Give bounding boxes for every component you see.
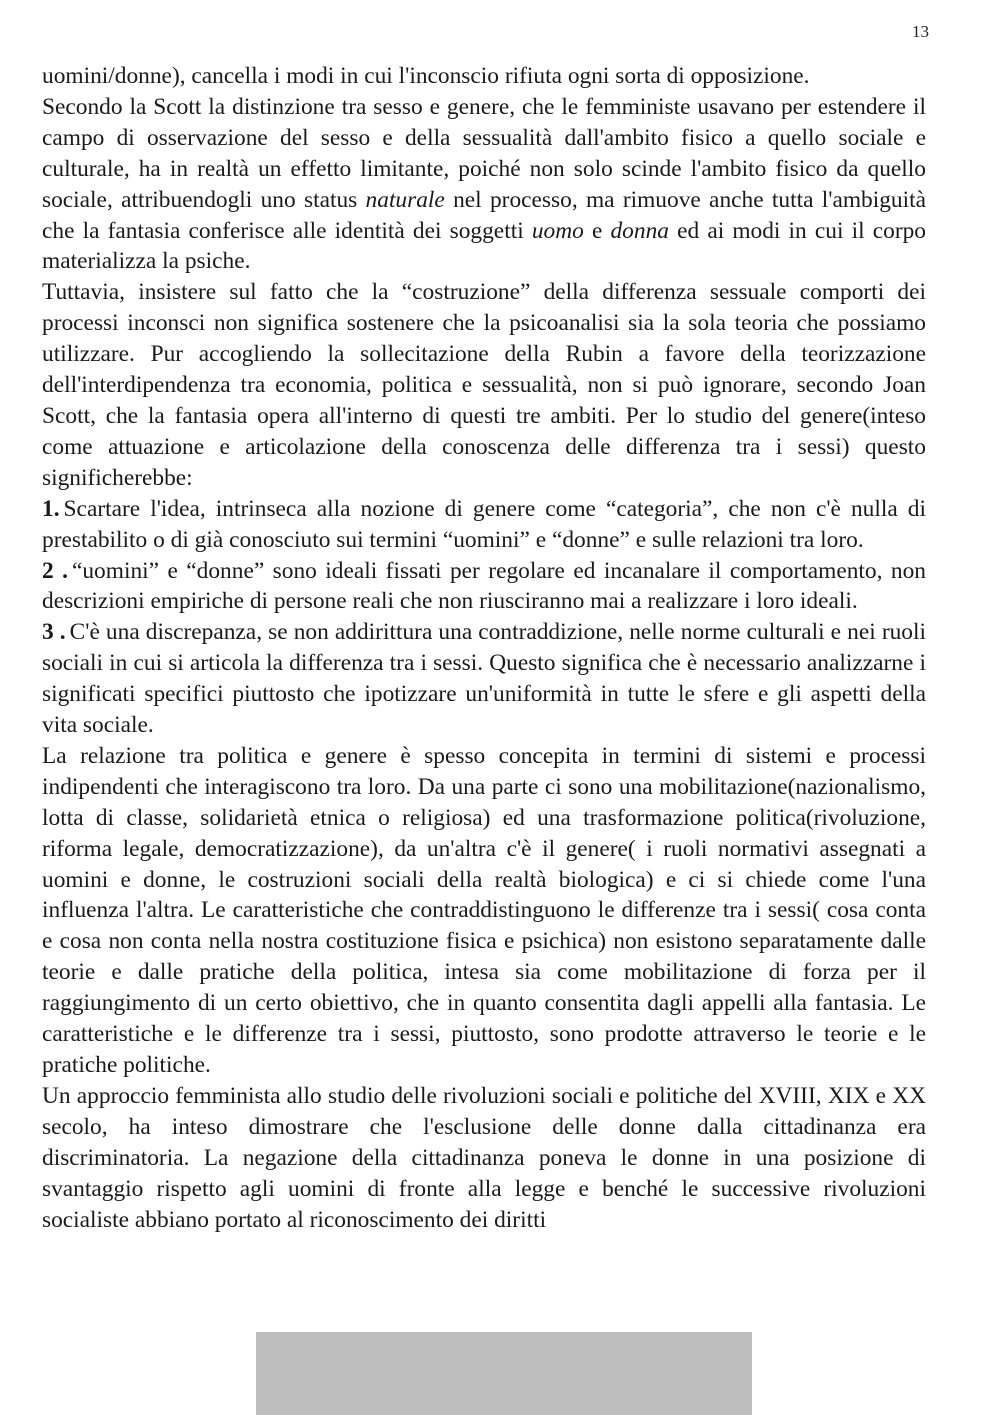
- list-item-text: “uomini” e “donne” sono ideali fissati per regolare ed incanalare il comportamento, non descrizioni empiriche di persone reali che non riusciranno mai a realizzare i loro ideali.: [42, 557, 926, 615]
- list-number: 2 .: [42, 557, 68, 584]
- emphasis-naturale: naturale: [365, 186, 445, 213]
- paragraph-4: La relazione tra politica e genere è spesso concepita in termini di sistemi e processi indipendenti che interagiscono tra loro. Da una parte ci sono una mobilitazione(nazionalismo, lotta di classe, solidarietà etnica o religiosa) ed una trasformazione politica(rivoluzione, riforma legale, democratizzazione), da un'altra c'è il genere( i ruoli normativi assegnati a uomini e donne, le costruzioni sociali della realtà biologica) e ci si chiede come l'una influenza l'altra. Le caratteristiche che contraddistinguono le differenze tra i sessi( cosa conta e cosa non conta nella nostra costituzione fisica e psichica) non esistono separatamente dalle teorie e dalle pratiche della politica, intesa sia come mobilitazione di forza per il raggiungimento di un certo obiettivo, che in quanto consentita dagli appelli alla fantasia. Le caratteristiche e le differenze tra i sessi, piuttosto, sono prodotte attraverso le teorie e le pratiche politiche.: [42, 742, 926, 1078]
- list-number: 3 .: [42, 619, 66, 646]
- emphasis-donna: donna: [610, 217, 669, 244]
- paragraph-2-text-a: Secondo la Scott la distinzione tra sesso e genere, che le femministe usavano per estendere il campo di osservazione del sesso e della sessualità dall'ambito fisico a quello sociale e culturale, ha in realtà un effetto limitante, poiché non solo scinde l'ambito fisico da quello sociale, attribuendogli uno status: [42, 93, 926, 213]
- paragraph-2-text-g: ed ai modi in cui il corpo materializza la psiche.: [42, 217, 927, 275]
- list-item-2: [42, 556, 926, 618]
- paragraph-3: Tuttavia, insistere sul fatto che la “costruzione” della differenza sessuale comporti dei processi inconsci non significa sostenere che la psicoanalisi sia la sola teoria che possiamo utilizzare. Pur accogliendo la sollecitazione della Rubin a favore della teorizzazione dell'interdipendenza tra economia, politica e sessualità, non si può ignorare, secondo Joan Scott, che la fantasia opera all'interno di questi tre ambiti. Per lo studio del genere(inteso come attuazione e articolazione della conoscenza delle differenza tra i sessi) questo significherebbe:: [42, 279, 926, 491]
- document-body: [42, 61, 926, 1235]
- emphasis-uomo: uomo: [531, 217, 584, 244]
- paragraph-1: uomini/donne), cancella i modi in cui l'inconscio rifiuta ogni sorta di opposizione.: [42, 63, 810, 89]
- paragraph-2: [42, 92, 926, 277]
- list-item-text: C'è una discrepanza, se non addirittura una contraddizione, nelle norme culturali e nei ruoli sociali in cui si articola la differenza tra i sessi. Questo significa che è necessario analizzarne i significati specifici piuttosto che ipotizzare un'uniformità in tutte le sfere e gli aspetti della vita sociale.: [42, 619, 926, 739]
- paragraph-5: Un approccio femminista allo studio delle rivoluzioni sociali e politiche del XVIII, XIX e XX secolo, ha inteso dimostrare che l'esclusione delle donne dalla cittadinanza era discriminatoria. La negazione della cittadinanza poneva le donne in una posizione di svantaggio rispetto agli uomini di fronte alla legge e benché le successive rivoluzioni socialiste abbiano portato al riconoscimento dei diritti: [42, 1082, 926, 1233]
- list-item-3: [42, 617, 926, 741]
- page-number: 13: [912, 22, 929, 41]
- list-number: 1.: [42, 495, 60, 522]
- overlay-box: [256, 1332, 752, 1415]
- paragraph-2-text-e: e: [583, 217, 611, 244]
- list-item-text: Scartare l'idea, intrinseca alla nozione di genere come “categoria”, che non c'è nulla di prestabilito o di già conosciuto sui termini “uomini” e “donne” e sulle relazioni tra loro.: [42, 495, 926, 553]
- list-item-1: [42, 494, 926, 556]
- paragraph-2-text-c: nel processo, ma rimuove anche tutta l'ambiguità che la fantasia conferisce alle identità dei soggetti: [42, 186, 927, 244]
